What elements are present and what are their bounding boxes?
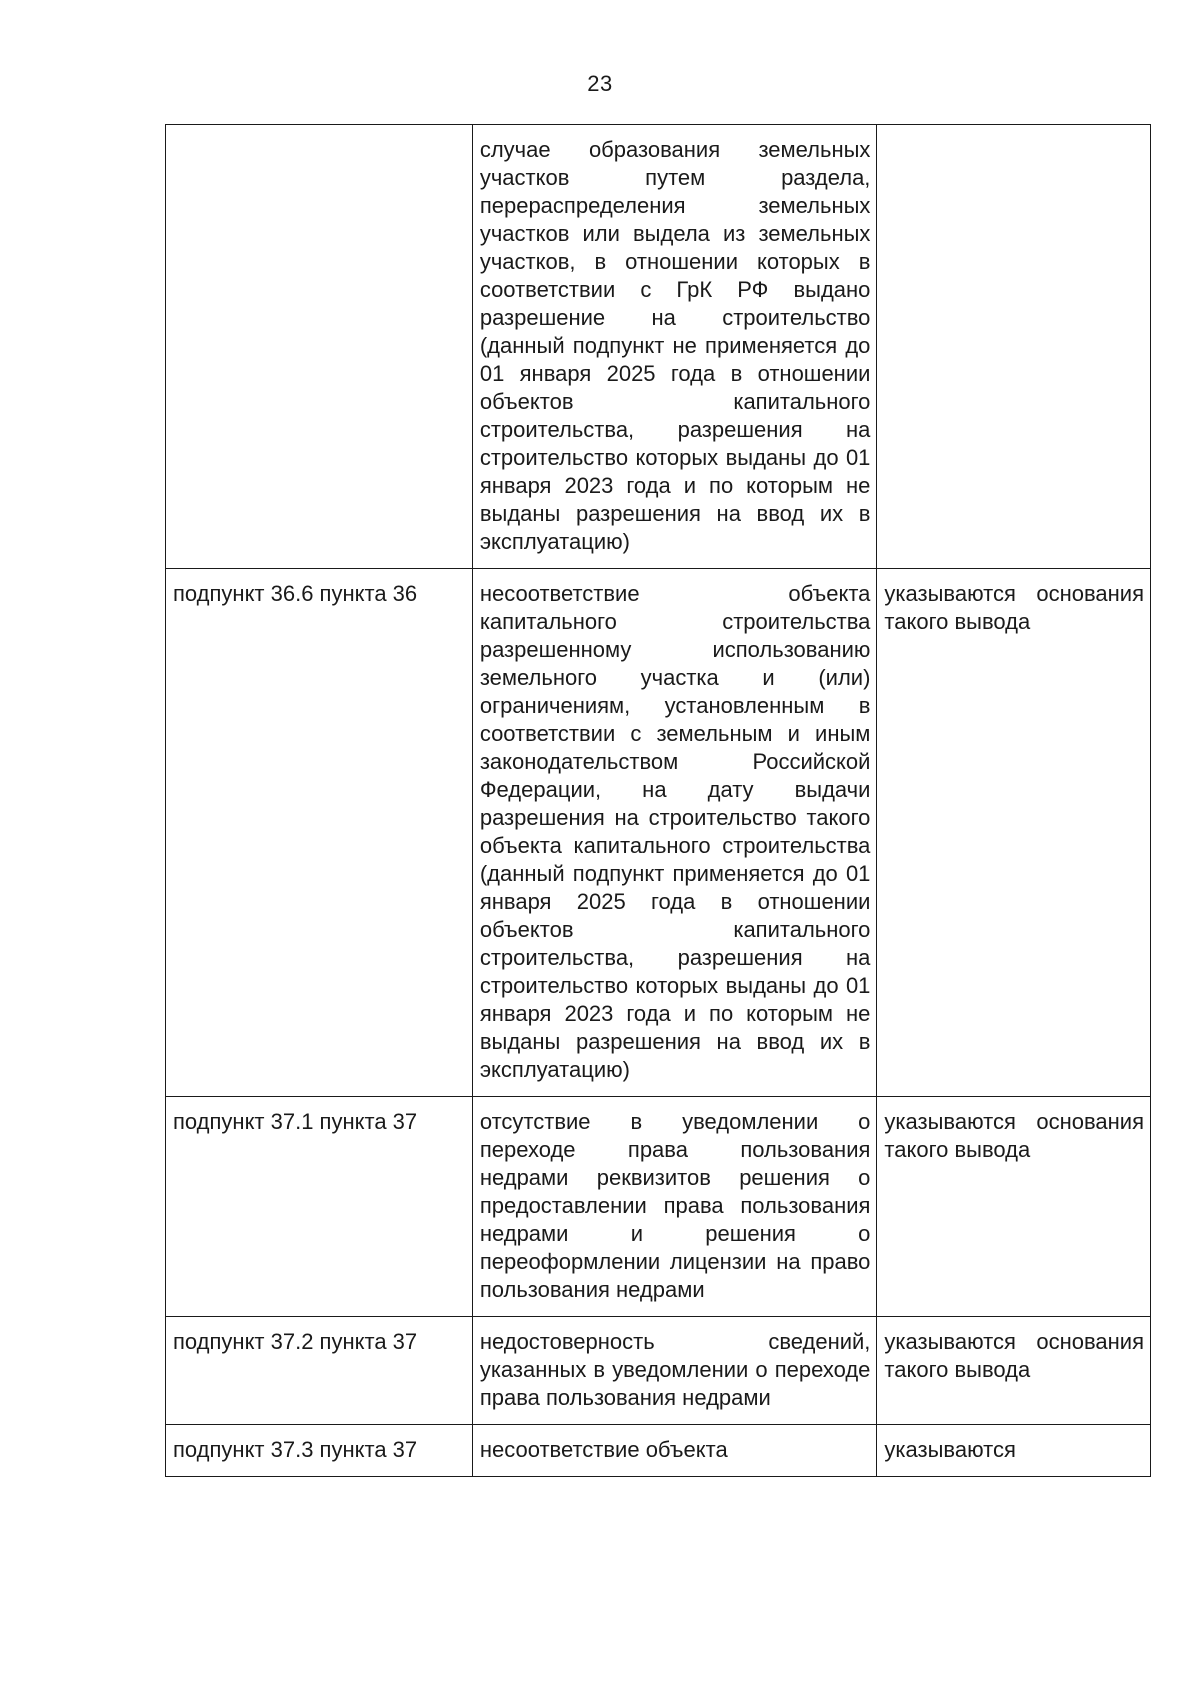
table-row	[166, 569, 1151, 1097]
reference-cell: подпункт 37.1 пункта 37	[166, 1097, 473, 1317]
reference-cell: подпункт 37.3 пункта 37	[166, 1425, 473, 1477]
description-cell: несоответствие объекта капитального строительства разрешенному использованию земельного участка и (или) ограничениям, установленным в соответствии с земельным и иным законодательством Российской Федерации, на дату выдачи разрешения на строительство такого объекта капитального строительства (данный подпункт применяется до 01 января 2025 года в отношении объектов капитального строительства, разрешения на строительство которых выданы до 01 января 2023 года и по которым не выданы разрешения на ввод их в эксплуатацию)	[472, 569, 877, 1097]
description-cell: недостоверность сведений, указанных в уведомлении о переходе права пользования недрами	[472, 1317, 877, 1425]
page-number: 23	[587, 71, 613, 96]
grounds-table	[165, 124, 1151, 1477]
description-cell: отсутствие в уведомлении о переходе права пользования недрами реквизитов решения о предоставлении права пользования недрами и решения о переоформлении лицензии на право пользования недрами	[472, 1097, 877, 1317]
note-cell: указываются основания такого вывода	[877, 1097, 1151, 1317]
reference-cell: подпункт 37.2 пункта 37	[166, 1317, 473, 1425]
reference-cell: подпункт 36.6 пункта 36	[166, 569, 473, 1097]
reference-cell	[166, 125, 473, 569]
description-cell: несоответствие объекта	[472, 1425, 877, 1477]
table-row	[166, 1425, 1151, 1477]
note-cell: указываются	[877, 1425, 1151, 1477]
description-cell: случае образования земельных участков путем раздела, перераспределения земельных участков или выдела из земельных участков, в отношении которых в соответствии с ГрК РФ выдано разрешение на строительство (данный подпункт не применяется до 01 января 2025 года в отношении объектов капитального строительства, разрешения на строительство которых выданы до 01 января 2023 года и по которым не выданы разрешения на ввод их в эксплуатацию)	[472, 125, 877, 569]
note-cell: указываются основания такого вывода	[877, 1317, 1151, 1425]
note-cell	[877, 125, 1151, 569]
table-row	[166, 1097, 1151, 1317]
note-cell: указываются основания такого вывода	[877, 569, 1151, 1097]
table-row	[166, 125, 1151, 569]
table-row	[166, 1317, 1151, 1425]
